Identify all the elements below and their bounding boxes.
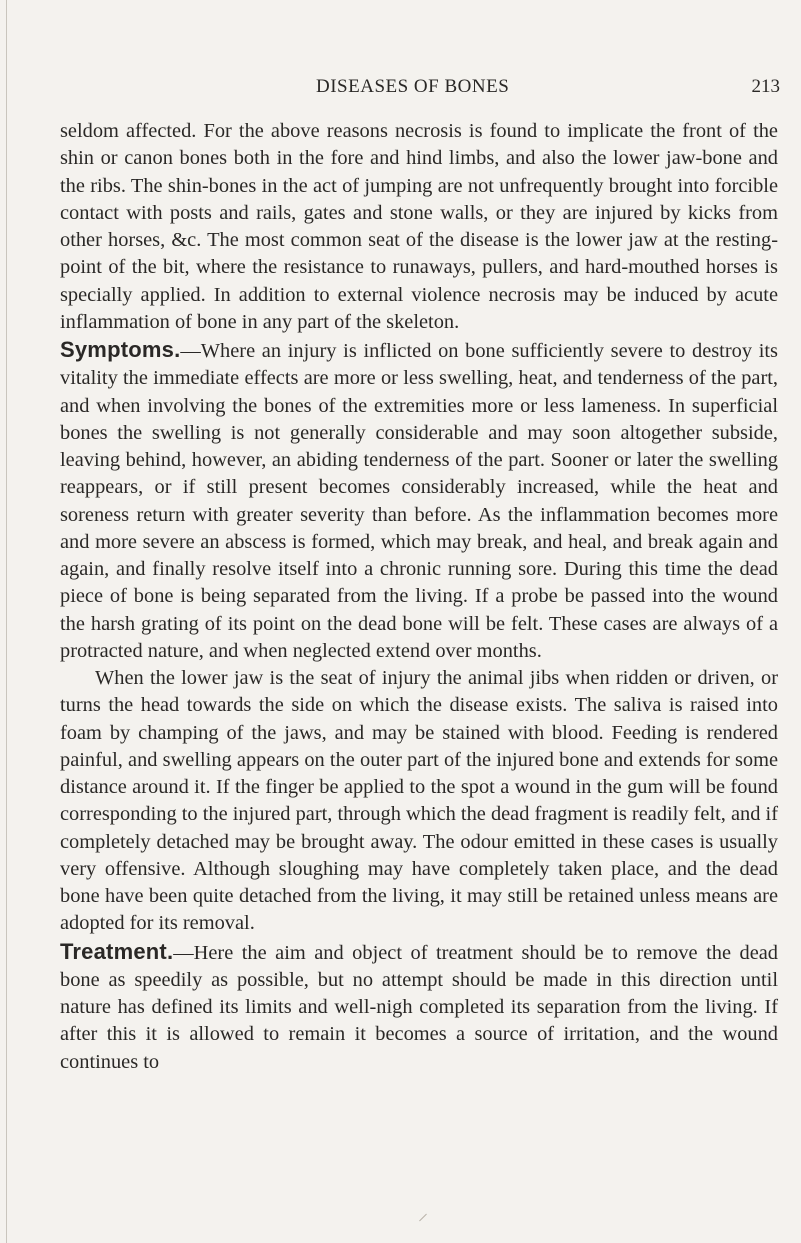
treatment-dash: —: [173, 941, 194, 964]
treatment-heading: Treatment.: [60, 938, 174, 964]
symptoms-text: Where an injury is inflicted on bone sufficiently severe to destroy its vitality the immediate effects are more or less swelling, heat, and tenderness of the part, and when involving the bones of the extremities more or less lameness. In superficial bones the swelling is not generally considerable and may soon altogether subside, leaving behind, however, an abiding tenderness of the part. Sooner or later the swelling reappears, or if still present becomes considerably increased, while the heat and soreness return with greater severity than before. As the inflammation becomes more and more severe an abscess is formed, which may break, and heal, and break again and again, and finally resolve itself into a chronic running sore. During this time the dead piece of bone is being separated from the living. If a probe be passed into the wound the harsh grating of its point on the dead bone will be felt. These cases are always of a protracted nature, and when neglected extend over months.: [60, 340, 778, 662]
stray-pencil-mark: [419, 1214, 427, 1222]
paragraph-necrosis-causes: seldom affected. For the above reasons necrosis is found to implicate the front of the shin or canon bones both in the fore and hind limbs, and also the lower jaw-bone and the ribs. The shin-bones in the act of jumping are not unfrequently brought into forcible contact with posts and rails, gates and stone walls, or they are injured by kicks from other horses, &c. The most common seat of the disease is the lower jaw at the resting-point of the bit, where the resistance to runaways, pullers, and hard-mouthed horses is specially applied. In addition to external violence necrosis may be induced by acute inflammation of bone in any part of the skeleton.: [60, 120, 778, 333]
body-text: [60, 118, 778, 1076]
page-number: 213: [751, 76, 780, 97]
symptoms-heading: Symptoms.: [60, 337, 181, 362]
symptoms-dash: —: [180, 340, 201, 362]
paragraph-lower-jaw: When the lower jaw is the seat of injury the animal jibs when ridden or driven, or turns the head towards the side on which the disease exists. The saliva is raised into foam by champing of the jaws, and may be stained with blood. Feeding is rendered painful, and swelling appears on the outer part of the injured bone and extends for some distance around it. If the finger be applied to the spot a wound in the gum will be found corresponding to the injured part, through which the dead fragment is readily felt, and if completely detached may be brought away. The odour emitted in these cases is usually very offensive. Although sloughing may have completely taken place, and the dead bone have been quite detached from the living, it may still be retained unless means are adopted for its removal.: [60, 667, 778, 935]
paragraph-treatment: [60, 938, 778, 1076]
page-edge-line: [6, 0, 7, 1243]
running-head: [60, 76, 780, 104]
paragraph-symptoms: [60, 336, 778, 665]
running-title: DISEASES OF BONES: [316, 76, 510, 97]
treatment-text: Here the aim and object of treatment should be to remove the dead bone as speedily as possible, but no attempt should be made in this direction until nature has defined its limits and well-nigh completed its separation from the living. If after this it is allowed to remain it becomes a source of irritation, and the wound continues to: [60, 941, 778, 1073]
